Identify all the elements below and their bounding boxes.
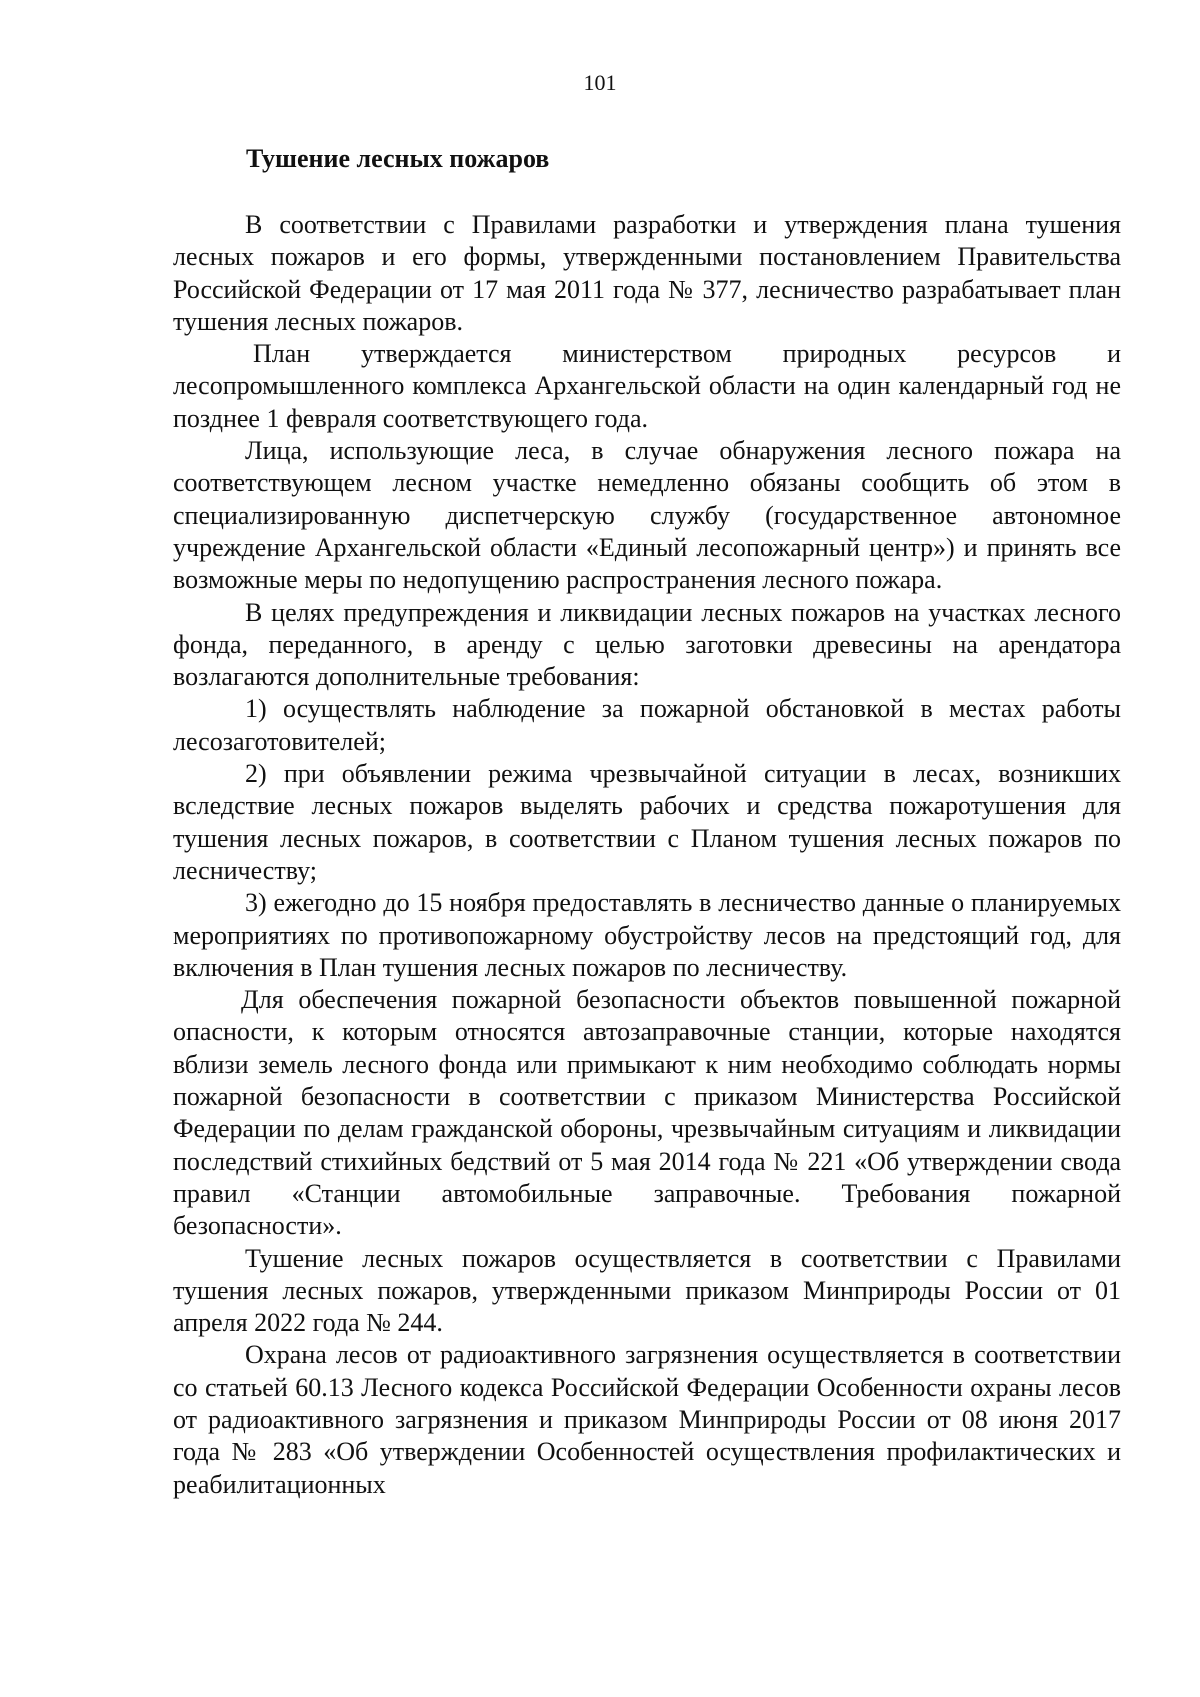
section-heading: Тушение лесных пожаров <box>246 144 550 173</box>
document-body <box>173 209 1121 1501</box>
list-item-3: 3) ежегодно до 15 ноября предоставлять в лесничество данные о планируемых мероприятиях по противопожарному обустройству лесов на предстоящий год, для включения в План тушения лесных пожаров по лесничеству. <box>173 888 1121 982</box>
paragraph-firefighting-rules: Тушение лесных пожаров осуществляется в соответствии с Правилами тушения лесных пожаров, утвержденными приказом Минприроды России от 01 апреля 2022 года № 244. <box>173 1243 1121 1338</box>
paragraph-tenant-requirements: В целях предупреждения и ликвидации лесных пожаров на участках лесного фонда, переданного, в аренду с целью заготовки древесины на арендатора возлагаются дополнительные требования: <box>173 597 1121 692</box>
page-number: 101 <box>583 70 617 95</box>
paragraph-fire-reporting: Лица, использующие леса, в случае обнаружения лесного пожара на соответствующем лесном участке немедленно обязаны сообщить об этом в специализированную диспетчерскую службу (государственное автономное учреждение Архангельской области «Единый лесопожарный центр») и принять все возможные меры по недопущению распространения лесного пожара. <box>173 436 1121 595</box>
paragraph-plan-rules: В соответствии с Правилами разработки и утверждения плана тушения лесных пожаров и его формы, утвержденными постановлением Правительства Российской Федерации от 17 мая 2011 года № 377, лесничество разрабатывает план тушения лесных пожаров. <box>173 210 1121 336</box>
paragraph-fuel-stations: Для обеспечения пожарной безопасности объектов повышенной пожарной опасности, к которым относятся автозаправочные станции, которые находятся вблизи земель лесного фонда или примыкают к ним необходимо соблюдать нормы пожарной безопасности в соответствии с приказом Министерства Российской Федерации по делам гражданской обороны, чрезвычайным ситуациям и ликвидации последствий стихийных бедствий от 5 мая 2014 года № 221 «Об утверждении свода правил «Станции автомобильные заправочные. Требования пожарной безопасности». <box>173 985 1121 1241</box>
list-item-2: 2) при объявлении режима чрезвычайной ситуации в лесах, возникших вследствие лесных пожаров выделять рабочих и средства пожаротушения для тушения лесных пожаров, в соответствии с Планом тушения лесных пожаров по лесничеству; <box>173 759 1121 885</box>
paragraph-plan-approval: План утверждается министерством природных ресурсов и лесопромышленного комплекса Архангельской области на один календарный год не позднее 1 февраля соответствующего года. <box>173 339 1121 433</box>
paragraph-radioactive-protection: Охрана лесов от радиоактивного загрязнения осуществляется в соответствии со статьей 60.13 Лесного кодекса Российской Федерации Особенности охраны лесов от радиоактивного загрязнения и приказом Минприроды России от 08 июня 2017 года № 283 «Об утверждении Особенностей осуществления профилактических и реабилитационных <box>173 1340 1121 1499</box>
list-item-1: 1) осуществлять наблюдение за пожарной обстановкой в местах работы лесозаготовителей; <box>173 694 1121 756</box>
